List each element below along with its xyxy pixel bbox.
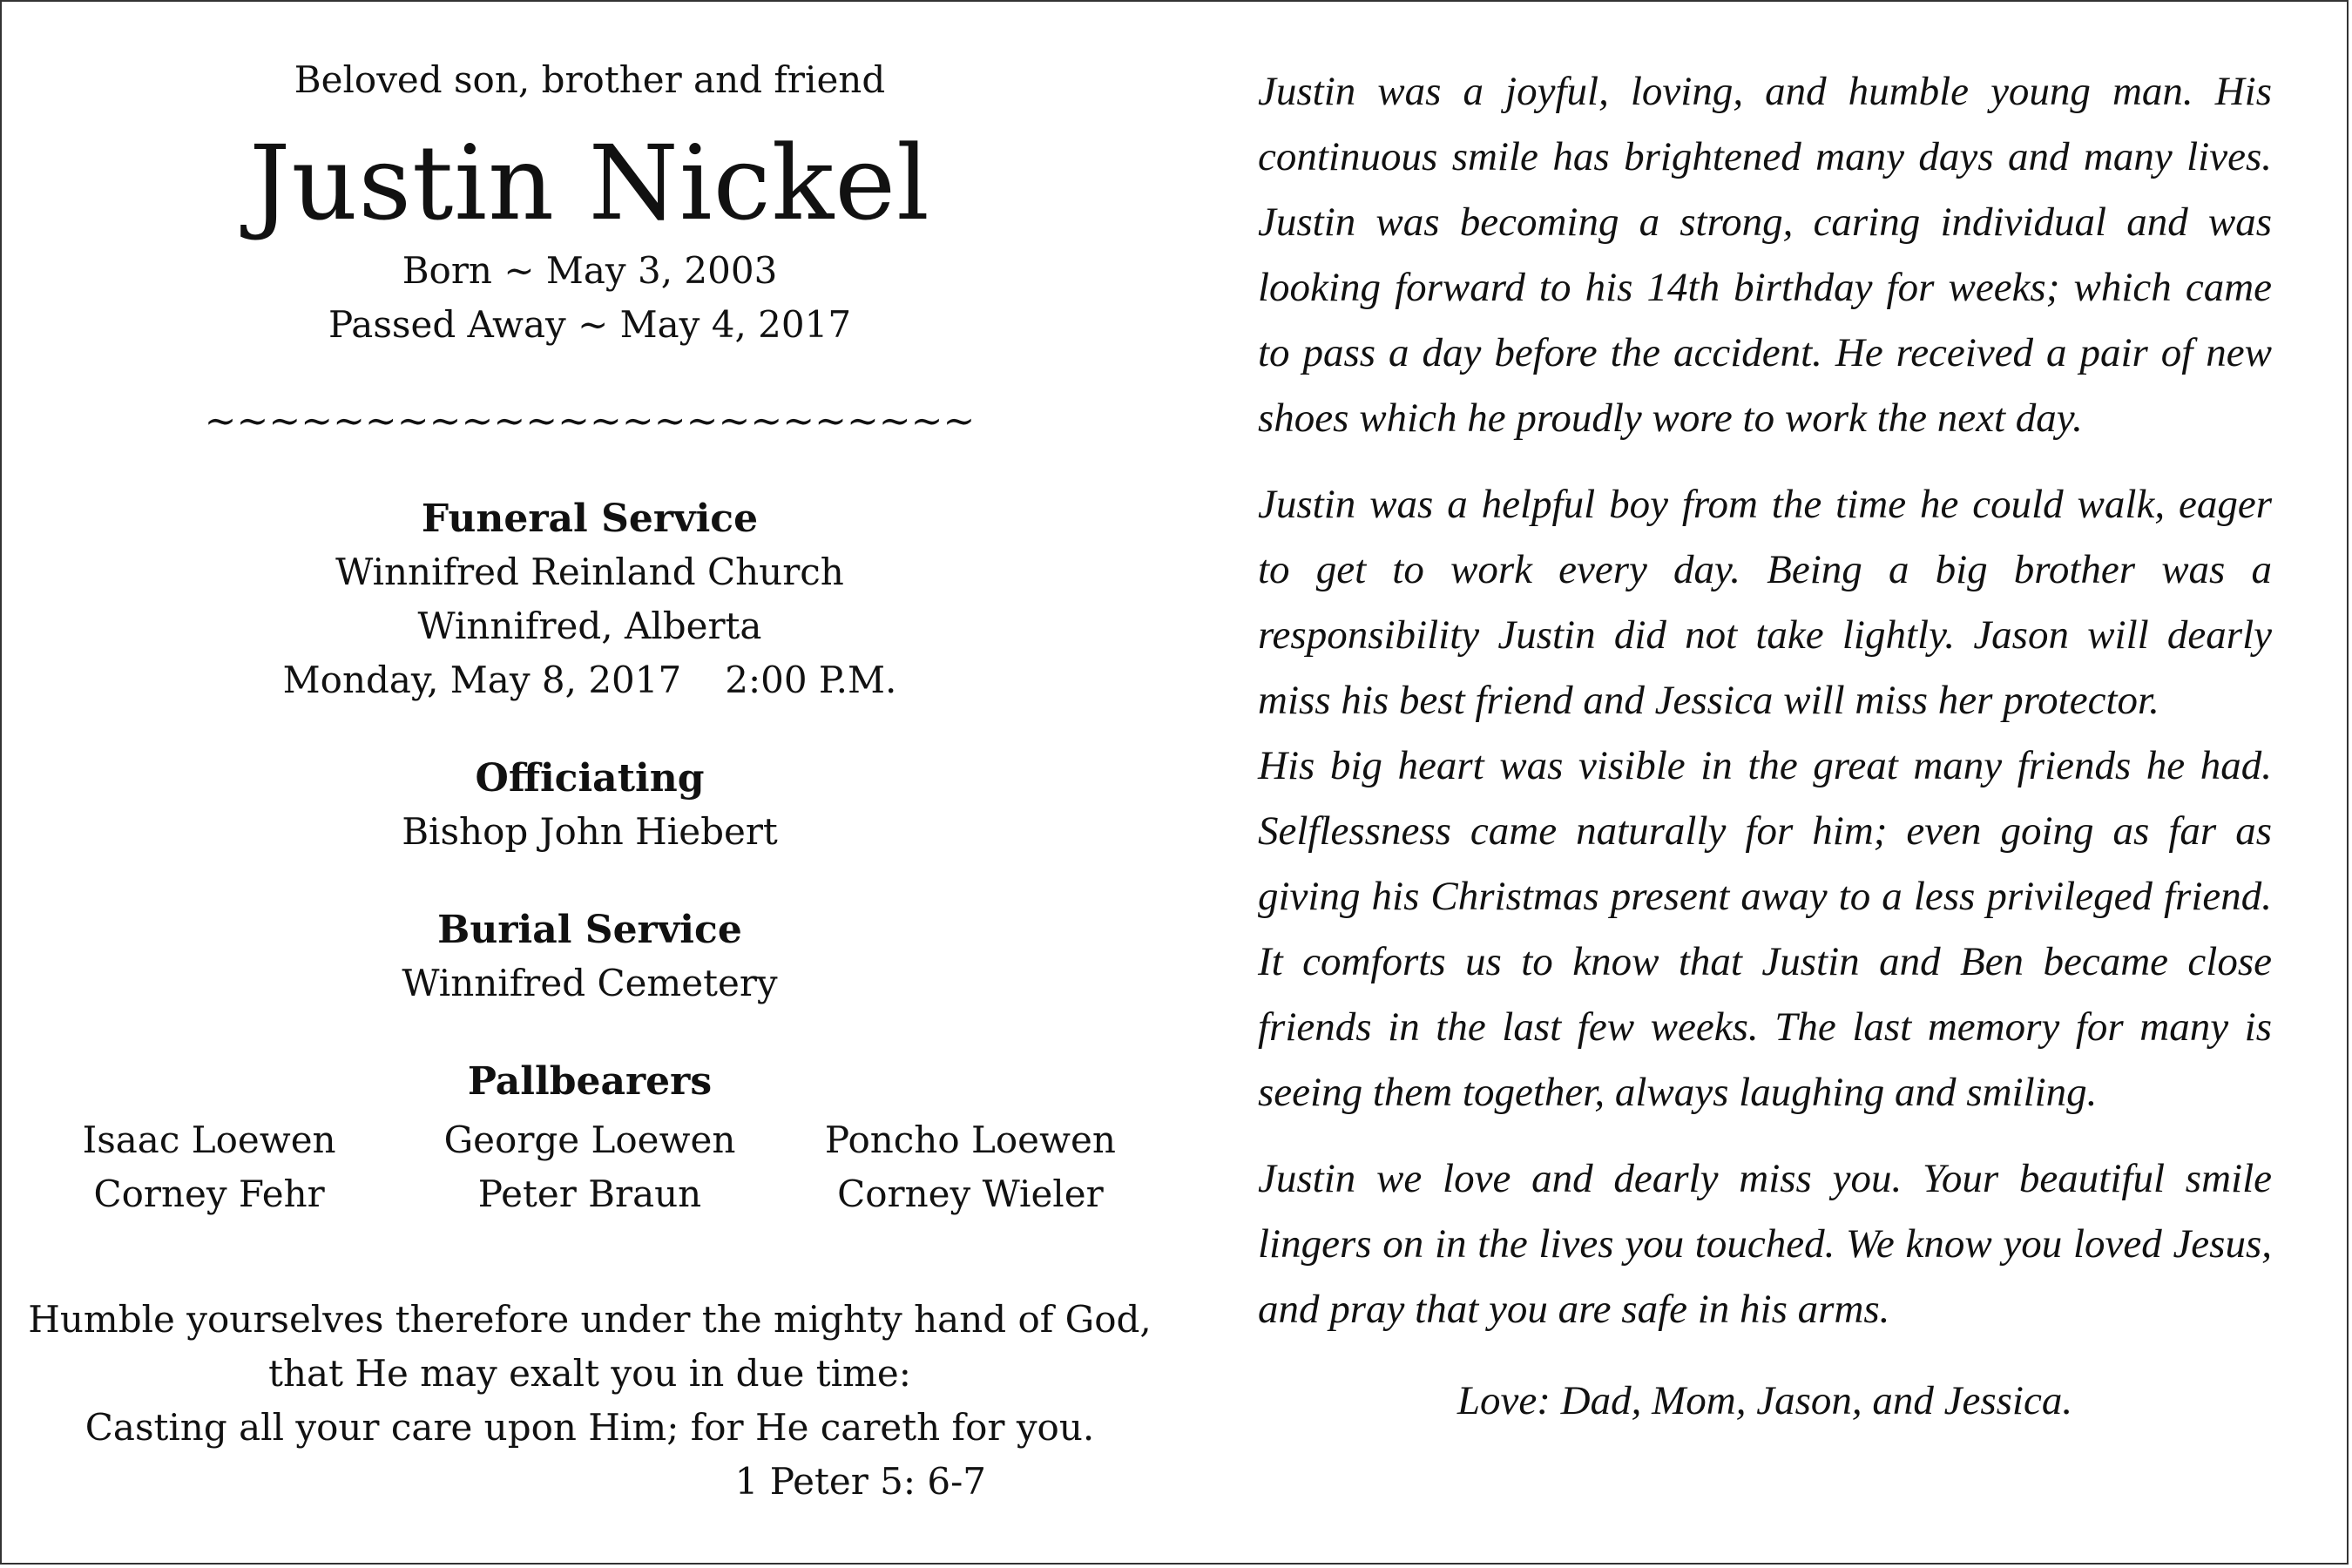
tribute-paragraph: Justin we love and dearly miss you. Your beautiful smile lingers on in the lives you touched. We know you loved Jesus, and pray that you are safe in his arms. (1258, 1156, 2272, 1332)
pallbearers-column (19, 1113, 399, 1221)
funeral-location: Winnifred, Alberta (417, 605, 762, 647)
pallbearers-title: Pallbearers (467, 1059, 713, 1104)
funeral-datetime (19, 653, 1160, 707)
tribute-signoff: Love: Dad, Mom, Jason, and Jessica. (1456, 1378, 2073, 1423)
pallbearer-name: Corney Fehr (93, 1173, 325, 1215)
scripture-verse (19, 1293, 1160, 1455)
deceased-name: Justin Nickel (249, 123, 930, 243)
pallbearers-grid (19, 1113, 1160, 1221)
subtitle: Beloved son, brother and friend (294, 58, 886, 101)
pallbearer-name: Corney Wieler (837, 1173, 1104, 1215)
funeral-church: Winnifred Reinland Church (335, 551, 844, 593)
burial-service-section (19, 904, 1160, 1010)
service-details-panel (19, 45, 1160, 1509)
tribute-paragraph: His big heart was visible in the great many friends he had. Selflessness came naturally for him; even going as far as giving his Christmas present away to a less privileged friend. It comforts us to know that Justin and Ben became close friends in the last few weeks. The last memory for many is seeing them together, always laughing and smiling. (1258, 743, 2272, 1115)
officiating-section (19, 753, 1160, 859)
officiant-name: Bishop John Hiebert (402, 810, 778, 853)
funeral-date: Monday, May 8, 2017 (282, 659, 682, 701)
pallbearers-column (781, 1113, 1160, 1221)
birth-date: Born ~ May 3, 2003 (402, 249, 778, 292)
verse-line: that He may exalt you in due time: (268, 1352, 911, 1395)
pallbearers-column (400, 1113, 780, 1221)
funeral-time: 2:00 P.M. (725, 659, 897, 701)
burial-place: Winnifred Cemetery (402, 962, 778, 1004)
pallbearers-section (19, 1056, 1160, 1221)
tribute-panel (1258, 59, 2272, 1434)
pallbearer-name: Poncho Loewen (824, 1119, 1116, 1161)
officiating-title: Officiating (475, 756, 705, 801)
funeral-service-section (19, 493, 1160, 707)
pallbearer-name: George Loewen (443, 1119, 736, 1161)
verse-line: Humble yourselves therefore under the mighty hand of God, (28, 1298, 1152, 1341)
funeral-service-title: Funeral Service (421, 497, 759, 541)
pallbearer-name: Peter Braun (477, 1173, 702, 1215)
tilde-divider: ~~~~~~~~~~~~~~~~~~~~~~~~ (204, 399, 976, 443)
death-date: Passed Away ~ May 4, 2017 (328, 303, 852, 346)
verse-reference: 1 Peter 5: 6-7 (734, 1460, 986, 1503)
pallbearer-name: Isaac Loewen (82, 1119, 336, 1161)
verse-line: Casting all your care upon Him; for He careth for you. (84, 1406, 1095, 1449)
tribute-paragraph: Justin was a helpful boy from the time he could walk, eager to get to work every day. Being a big brother was a responsibility Justin did not take lightly. Jason will dearly miss his best friend and Jessica will miss her protector. (1258, 482, 2272, 723)
burial-service-title: Burial Service (437, 908, 742, 952)
tribute-paragraph: Justin was a joyful, loving, and humble young man. His continuous smile has brightened many days and many lives. Justin was becoming a strong, caring individual and was looking forward to his 14th birthday for weeks; which came to pass a day before the accident. He received a pair of new shoes which he proudly wore to work the next day. (1258, 69, 2272, 441)
